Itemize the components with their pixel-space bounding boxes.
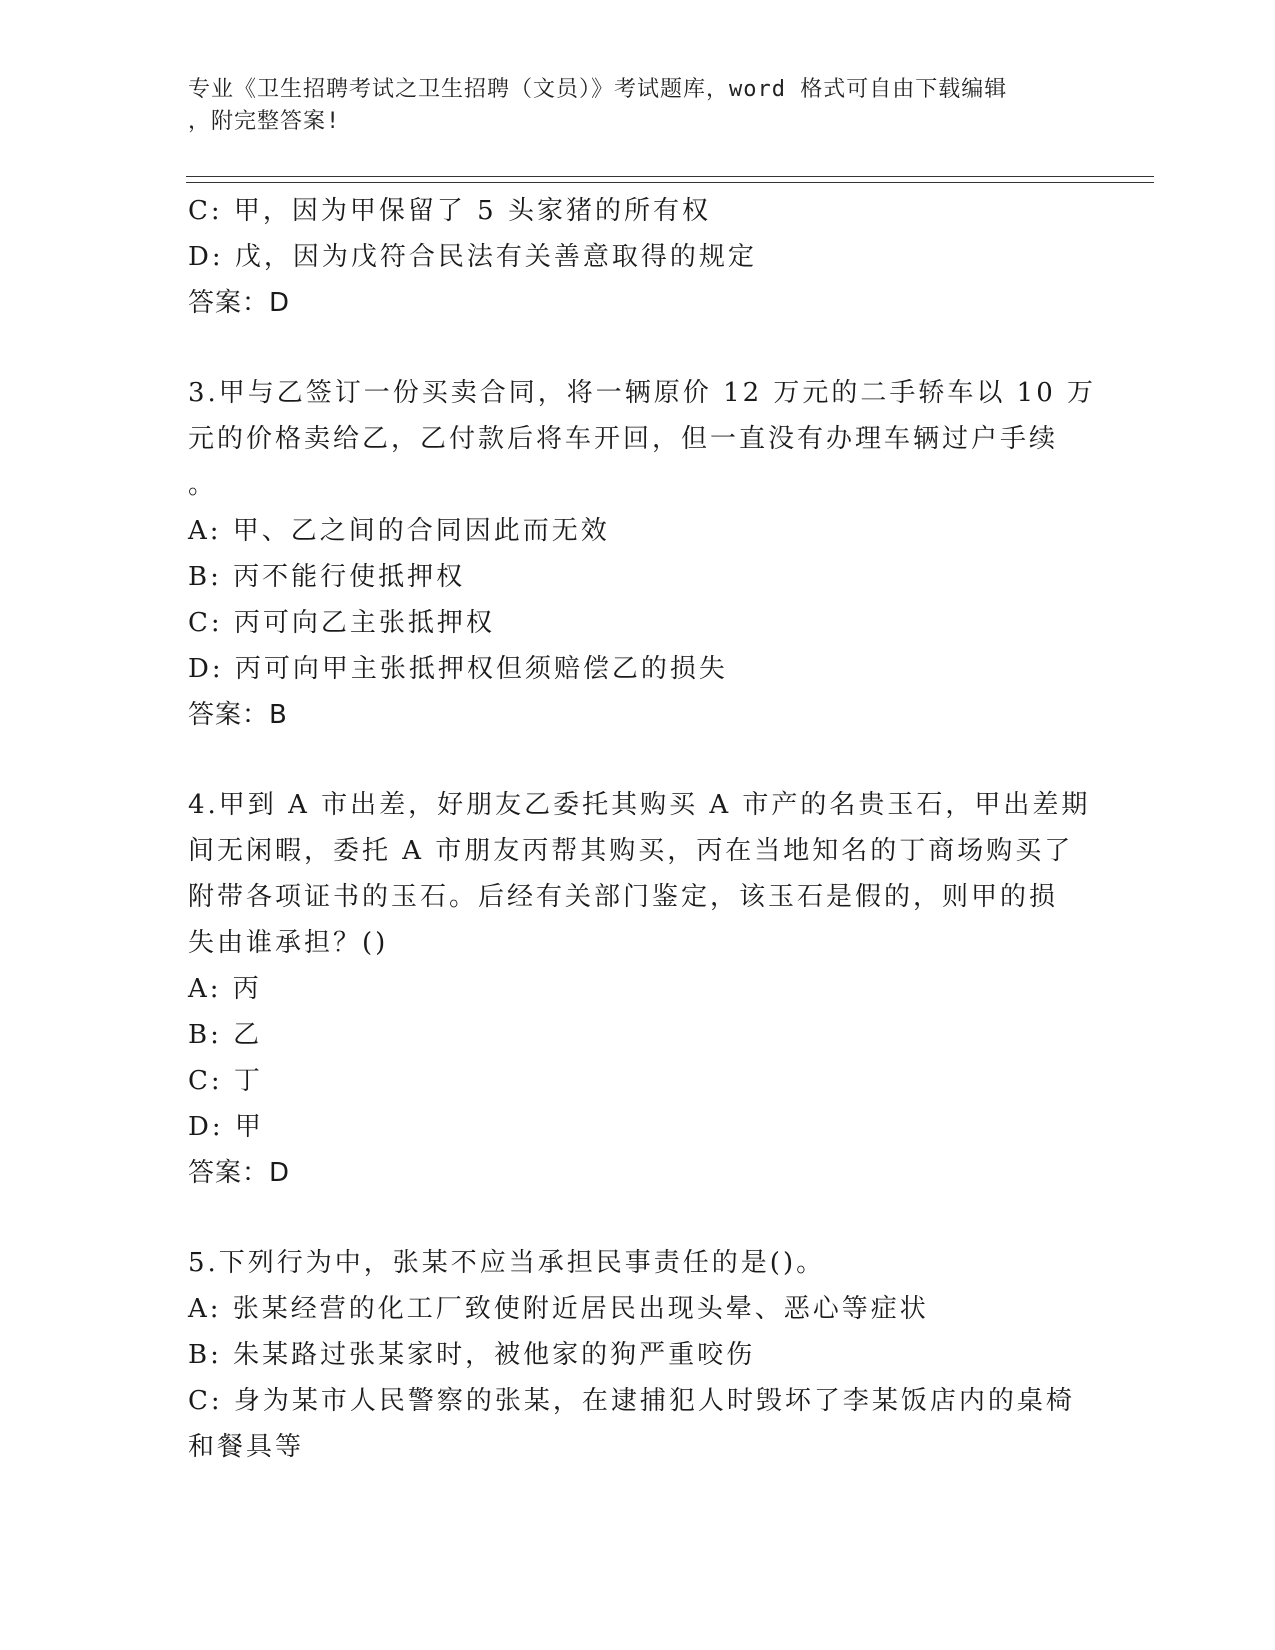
- option-d: D: 戊，因为戊符合民法有关善意取得的规定: [188, 242, 757, 272]
- question-stem-line: 3.甲与乙签订一份买卖合同，将一辆原价 12 万元的二手轿车以 10 万: [188, 378, 1097, 408]
- question-stem-line: 间无闲暇，委托 A 市朋友丙帮其购买，丙在当地知名的丁商场购买了: [188, 836, 1074, 866]
- header-line-1: 专业《卫生招聘考试之卫生招聘（文员）》考试题库，word 格式可自由下载编辑: [188, 77, 1008, 102]
- question-stem-line: 失由谁承担？(): [188, 928, 389, 958]
- question-content: [188, 188, 1097, 1470]
- answer: 答案：D: [188, 288, 291, 318]
- question-stem-line: 5.下列行为中，张某不应当承担民事责任的是()。: [188, 1248, 826, 1278]
- option-d: D: 丙可向甲主张抵押权但须赔偿乙的损失: [188, 654, 728, 684]
- option-b: B: 丙不能行使抵押权: [188, 562, 466, 592]
- option-c: C: 甲，因为甲保留了 5 头家猪的所有权: [188, 196, 711, 226]
- question-stem-line: 元的价格卖给乙，乙付款后将车开回，但一直没有办理车辆过户手续: [188, 424, 1059, 454]
- question-4: [188, 782, 1091, 1196]
- document-header: [188, 74, 1088, 138]
- spacer: [188, 738, 1088, 782]
- question-stem-line: 附带各项证书的玉石。后经有关部门鉴定，该玉石是假的，则甲的损: [188, 882, 1059, 912]
- option-a: A: 丙: [188, 974, 262, 1004]
- option-d: D: 甲: [188, 1112, 264, 1142]
- header-divider-bottom: [186, 182, 1154, 183]
- answer: 答案：D: [188, 1158, 291, 1188]
- option-c: C: 身为某市人民警察的张某，在逮捕犯人时毁坏了李某饭店内的桌椅: [188, 1386, 1075, 1416]
- question-2-tail: [188, 188, 1088, 326]
- option-c: C: 丁: [188, 1066, 263, 1096]
- question-3: [188, 370, 1097, 738]
- question-stem-line: 。: [188, 470, 218, 500]
- question-5: [188, 1240, 1088, 1470]
- spacer: [188, 1196, 1088, 1240]
- question-stem-line: 4.甲到 A 市出差，好朋友乙委托其购买 A 市产的名贵玉石，甲出差期: [188, 790, 1091, 820]
- header-line-2: ，附完整答案!: [188, 109, 341, 134]
- option-b: B: 乙: [188, 1020, 263, 1050]
- option-a: A: 甲、乙之间的合同因此而无效: [188, 516, 610, 546]
- header-divider-top: [186, 176, 1154, 177]
- answer: 答案：B: [188, 700, 288, 730]
- spacer: [188, 326, 1088, 370]
- option-b: B: 朱某路过张某家时，被他家的狗严重咬伤: [188, 1340, 756, 1370]
- option-c-continued: 和餐具等: [188, 1432, 305, 1462]
- option-c: C: 丙可向乙主张抵押权: [188, 608, 495, 638]
- option-a: A: 张某经营的化工厂致使附近居民出现头晕、恶心等症状: [188, 1294, 929, 1324]
